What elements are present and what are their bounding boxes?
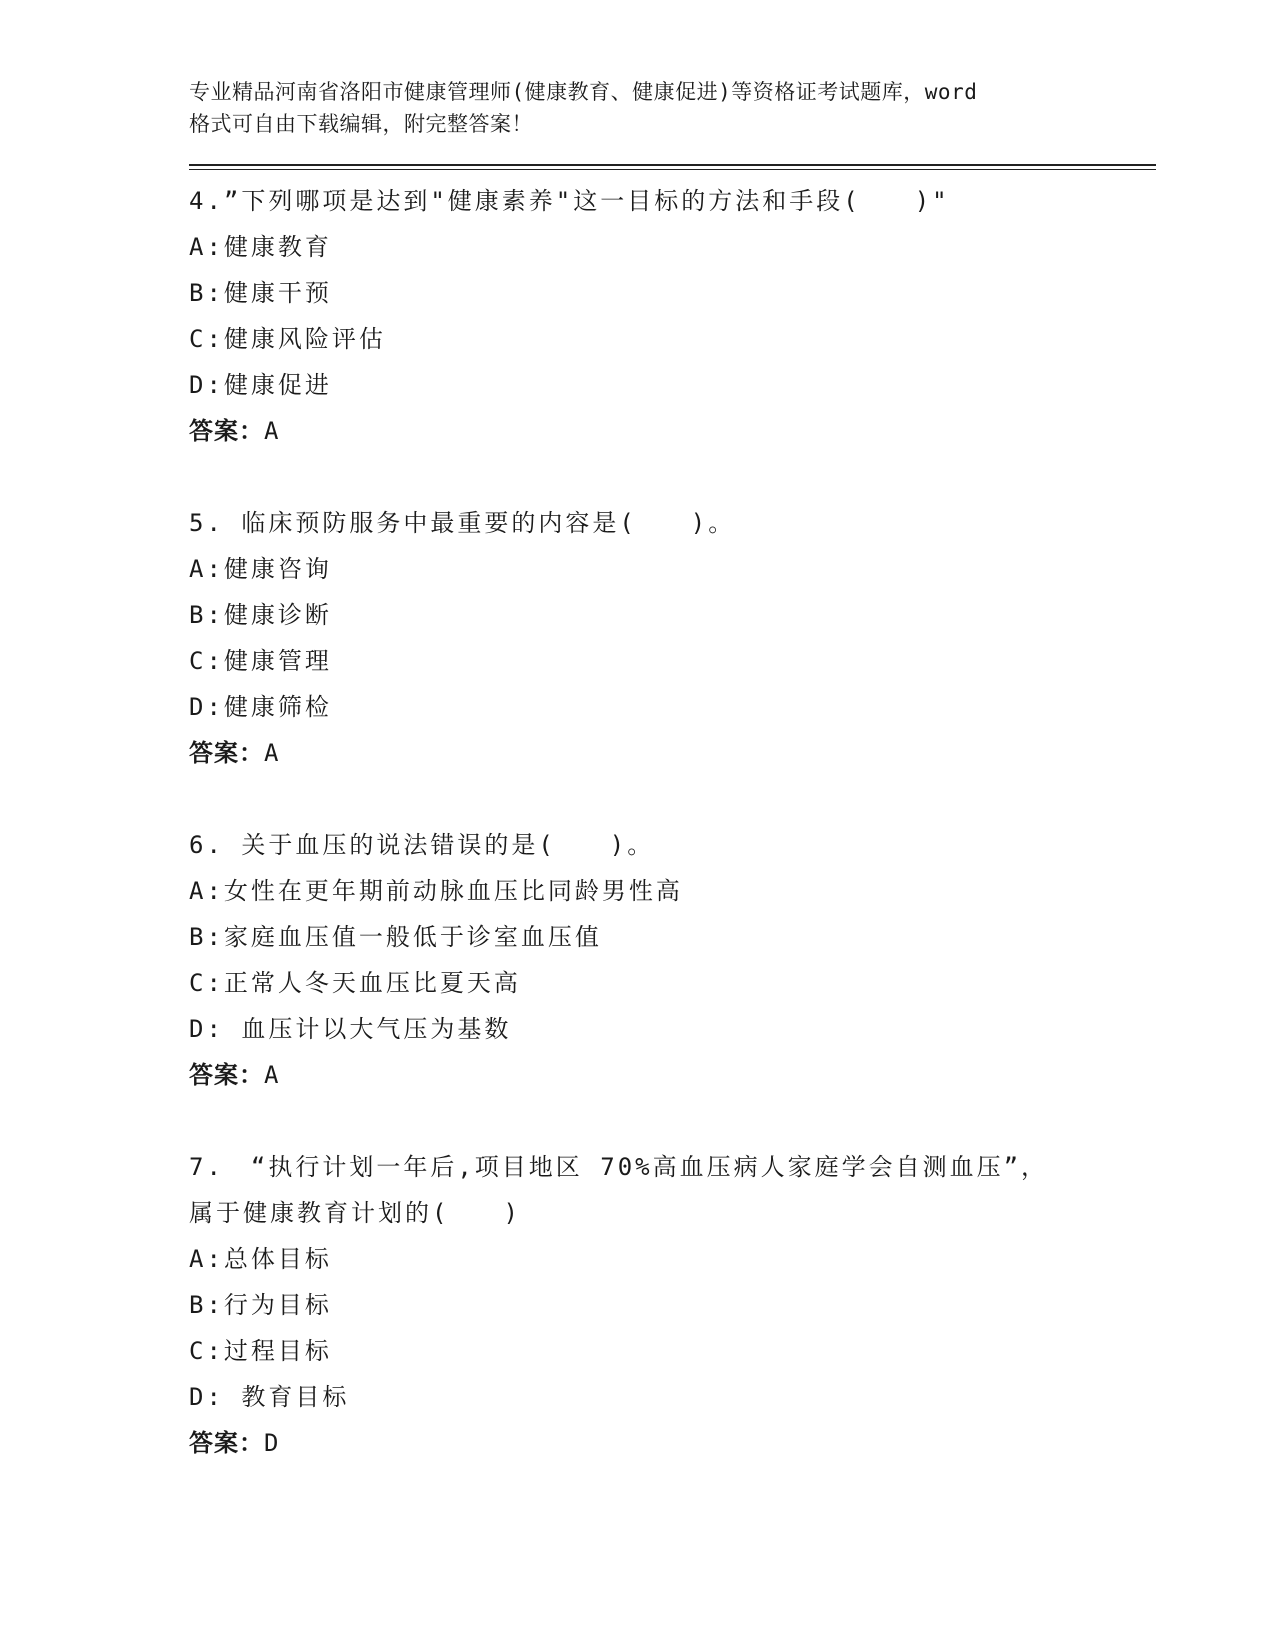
- answer-line: [189, 1052, 1169, 1098]
- option-d: D: 血压计以大气压为基数: [189, 1015, 512, 1043]
- answer-line: [189, 1420, 1169, 1466]
- answer-line: [189, 408, 1169, 454]
- option-b: B:家庭血压值一般低于诊室血压值: [189, 923, 602, 951]
- option-a: A:总体目标: [189, 1245, 332, 1273]
- question-stem: 6. 关于血压的说法错误的是( )。: [189, 831, 655, 859]
- answer-value: D: [264, 1429, 280, 1457]
- answer-label: 答案：: [189, 1061, 264, 1089]
- answer-value: A: [264, 1061, 280, 1089]
- answer-value: A: [264, 739, 280, 767]
- option-d: D:健康筛检: [189, 693, 332, 721]
- option-c: C:健康管理: [189, 647, 332, 675]
- header-line-1: 专业精品河南省洛阳市健康管理师(健康教育、健康促进)等资格证考试题库，word: [189, 80, 978, 104]
- option-b: B:健康干预: [189, 279, 332, 307]
- option-c: C:过程目标: [189, 1337, 332, 1365]
- option-a: A:女性在更年期前动脉血压比同龄男性高: [189, 877, 683, 905]
- answer-value: A: [264, 417, 280, 445]
- question-stem: 5. 临床预防服务中最重要的内容是( )。: [189, 509, 736, 537]
- document-page: [189, 76, 1169, 1466]
- option-d: D: 教育目标: [189, 1383, 350, 1411]
- option-a: A:健康咨询: [189, 555, 332, 583]
- question-block: [189, 178, 1169, 454]
- question-stem: 7. “执行计划一年后,项目地区 70%高血压病人家庭学会自测血压”，: [189, 1153, 1049, 1181]
- option-c: C:健康风险评估: [189, 325, 386, 353]
- option-d: D:健康促进: [189, 371, 332, 399]
- question-block: [189, 1144, 1169, 1466]
- header-line-2: 格式可自由下载编辑，附完整答案！: [189, 112, 533, 136]
- answer-label: 答案：: [189, 739, 264, 767]
- option-a: A:健康教育: [189, 233, 332, 261]
- option-c: C:正常人冬天血压比夏天高: [189, 969, 521, 997]
- option-b: B:行为目标: [189, 1291, 332, 1319]
- option-b: B:健康诊断: [189, 601, 332, 629]
- question-stem-continued: 属于健康教育计划的( ): [189, 1199, 521, 1227]
- answer-label: 答案：: [189, 1429, 264, 1457]
- answer-line: [189, 730, 1169, 776]
- answer-label: 答案：: [189, 417, 264, 445]
- question-block: [189, 500, 1169, 776]
- question-block: [189, 822, 1169, 1098]
- document-header: [189, 76, 1169, 140]
- question-stem: 4.”下列哪项是达到"健康素养"这一目标的方法和手段( )": [189, 187, 950, 215]
